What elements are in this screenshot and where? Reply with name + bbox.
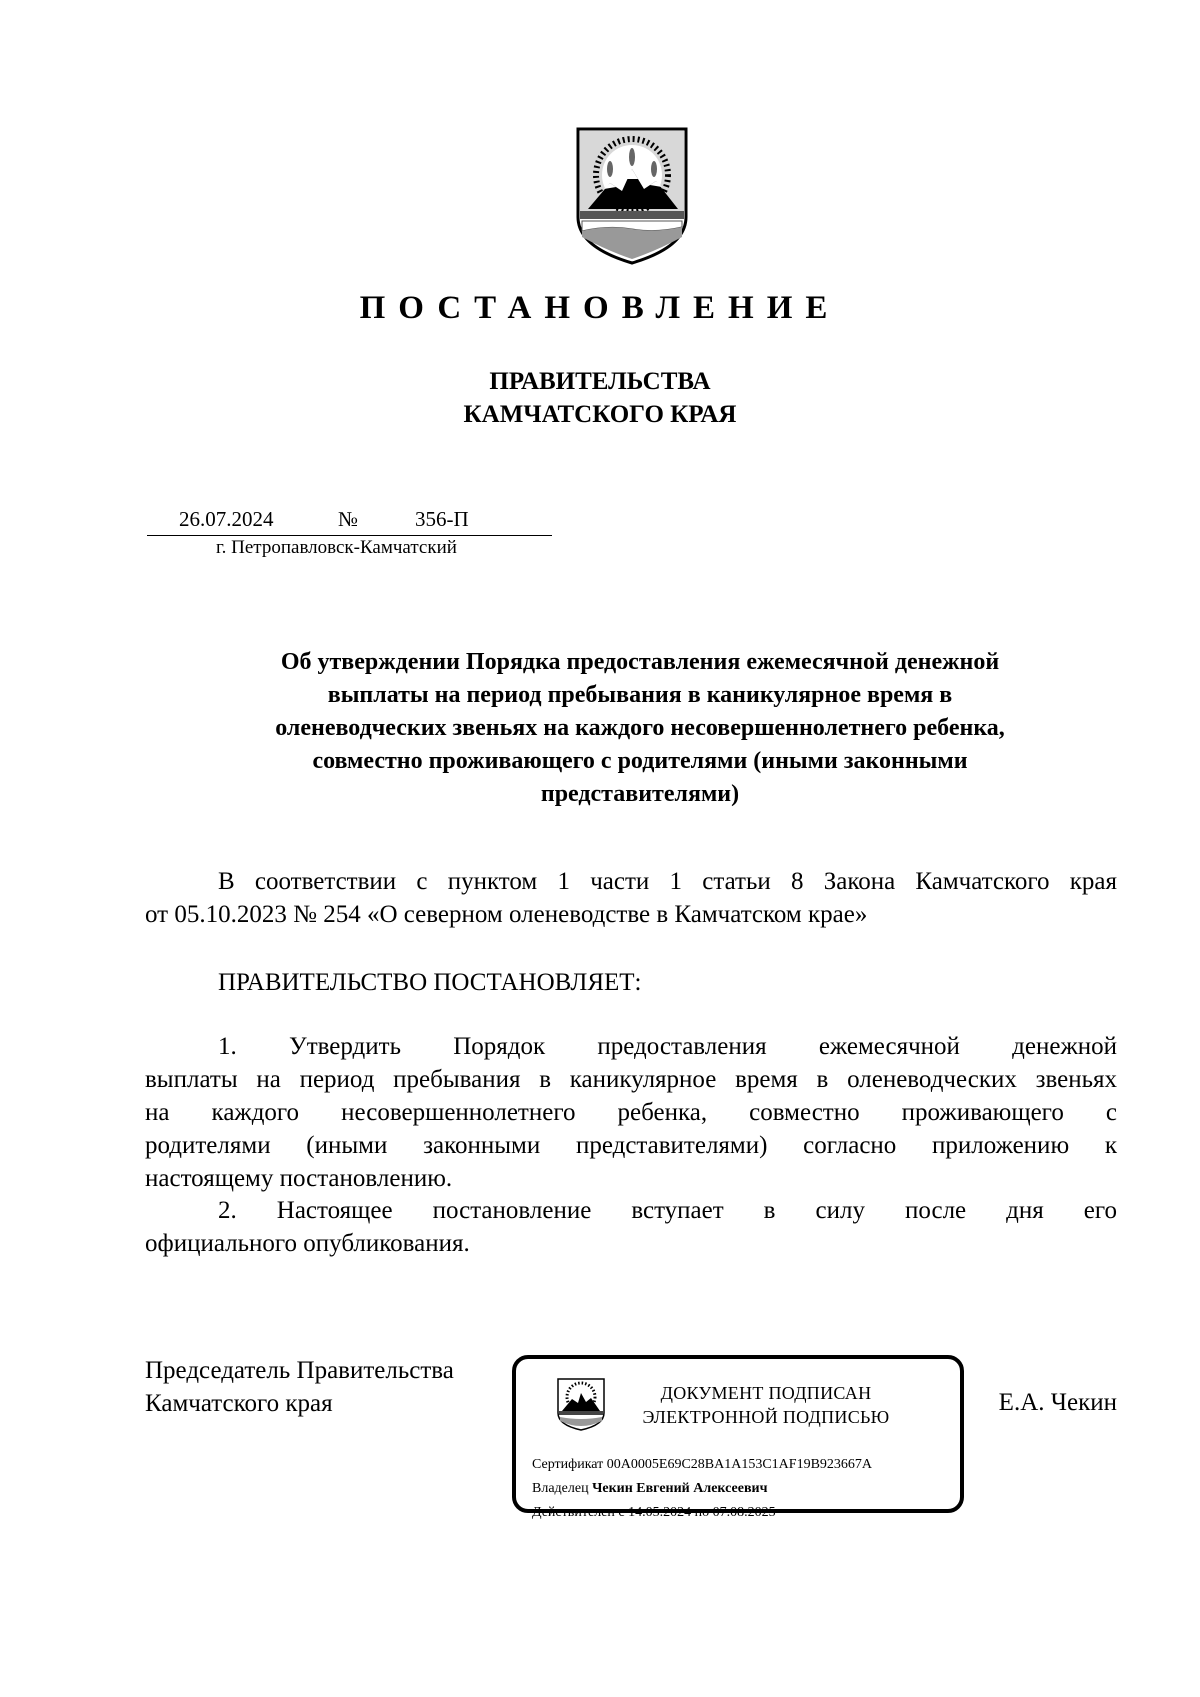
item-line: на каждого несовершеннолетнего ребенка, совместно проживающего с <box>145 1099 1117 1126</box>
item-line: родителями (иными законными представителями) согласно приложению к <box>145 1132 1117 1159</box>
item-line: настоящему постановлению. <box>145 1165 453 1192</box>
owner-row <box>532 1481 767 1497</box>
coat-of-arms-icon <box>574 125 690 265</box>
item-1 <box>145 1030 1117 1195</box>
coat-of-arms-icon <box>556 1377 606 1431</box>
document-type: ПОСТАНОВЛЕНИЕ <box>359 290 841 326</box>
stamp-heading-line: ДОКУМЕНТ ПОДПИСАН <box>660 1383 872 1403</box>
owner-value: Чекин Евгений Алексеевич <box>592 1481 768 1496</box>
title-line: выплаты на период пребывания в каникулярное время в <box>327 682 953 708</box>
authority-line: ПРАВИТЕЛЬСТВА <box>489 368 711 395</box>
document-title <box>140 646 1140 811</box>
electronic-signature-stamp <box>512 1355 964 1520</box>
document-date: 26.07.2024 <box>179 507 274 531</box>
item-line: выплаты на период пребывания в каникулярное время в оленеводческих звеньях <box>145 1066 1117 1093</box>
item-2 <box>145 1194 1117 1260</box>
signer-position <box>145 1354 454 1420</box>
certificate-row <box>532 1457 872 1473</box>
document-number: 356-П <box>415 507 469 531</box>
title-line: представителями) <box>540 781 740 807</box>
issuing-authority <box>0 365 1200 431</box>
certificate-label: Сертификат <box>532 1457 604 1472</box>
valid-to-label: по <box>694 1505 710 1520</box>
signer-name: Е.А. Чекин <box>998 1389 1117 1416</box>
signer-position-line: Камчатского края <box>145 1390 333 1417</box>
title-line: Об утверждении Порядка предоставления ежемесячной денежной <box>280 649 1000 675</box>
item-line: 1. Утвердить Порядок предоставления ежемесячной денежной <box>218 1033 1117 1060</box>
valid-from-value: 14.05.2024 <box>628 1505 692 1520</box>
title-line: совместно проживающего с родителями (иными законными <box>312 748 968 774</box>
decree-statement: ПРАВИТЕЛЬСТВО ПОСТАНОВЛЯЕТ: <box>218 969 642 996</box>
preamble-line: В соответствии с пунктом 1 части 1 статьи 8 Закона Камчатского края <box>218 868 1117 895</box>
preamble <box>145 865 1117 931</box>
item-line: 2. Настоящее постановление вступает в силу после дня его <box>218 1197 1117 1224</box>
number-sign: № <box>338 507 359 531</box>
city: г. Петропавловск-Камчатский <box>216 537 457 558</box>
owner-label: Владелец <box>532 1481 589 1496</box>
valid-from-label: Действителен с <box>532 1505 625 1520</box>
validity-row <box>532 1505 776 1521</box>
item-line: официального опубликования. <box>145 1230 470 1257</box>
stamp-heading-line: ЭЛЕКТРОННОЙ ПОДПИСЬЮ <box>642 1407 890 1427</box>
valid-to-value: 07.08.2025 <box>712 1505 776 1520</box>
stamp-heading <box>611 1381 921 1429</box>
authority-line: КАМЧАТСКОГО КРАЯ <box>463 401 737 428</box>
title-line: оленеводческих звеньях на каждого несовершеннолетнего ребенка, <box>275 715 1005 741</box>
certificate-value: 00A0005E69C28BA1A153C1AF19B923667A <box>606 1457 873 1472</box>
signer-position-line: Председатель Правительства <box>145 1357 454 1384</box>
preamble-line: от 05.10.2023 № 254 «О северном оленеводстве в Камчатском крае» <box>145 901 868 928</box>
registration-line <box>147 507 552 536</box>
